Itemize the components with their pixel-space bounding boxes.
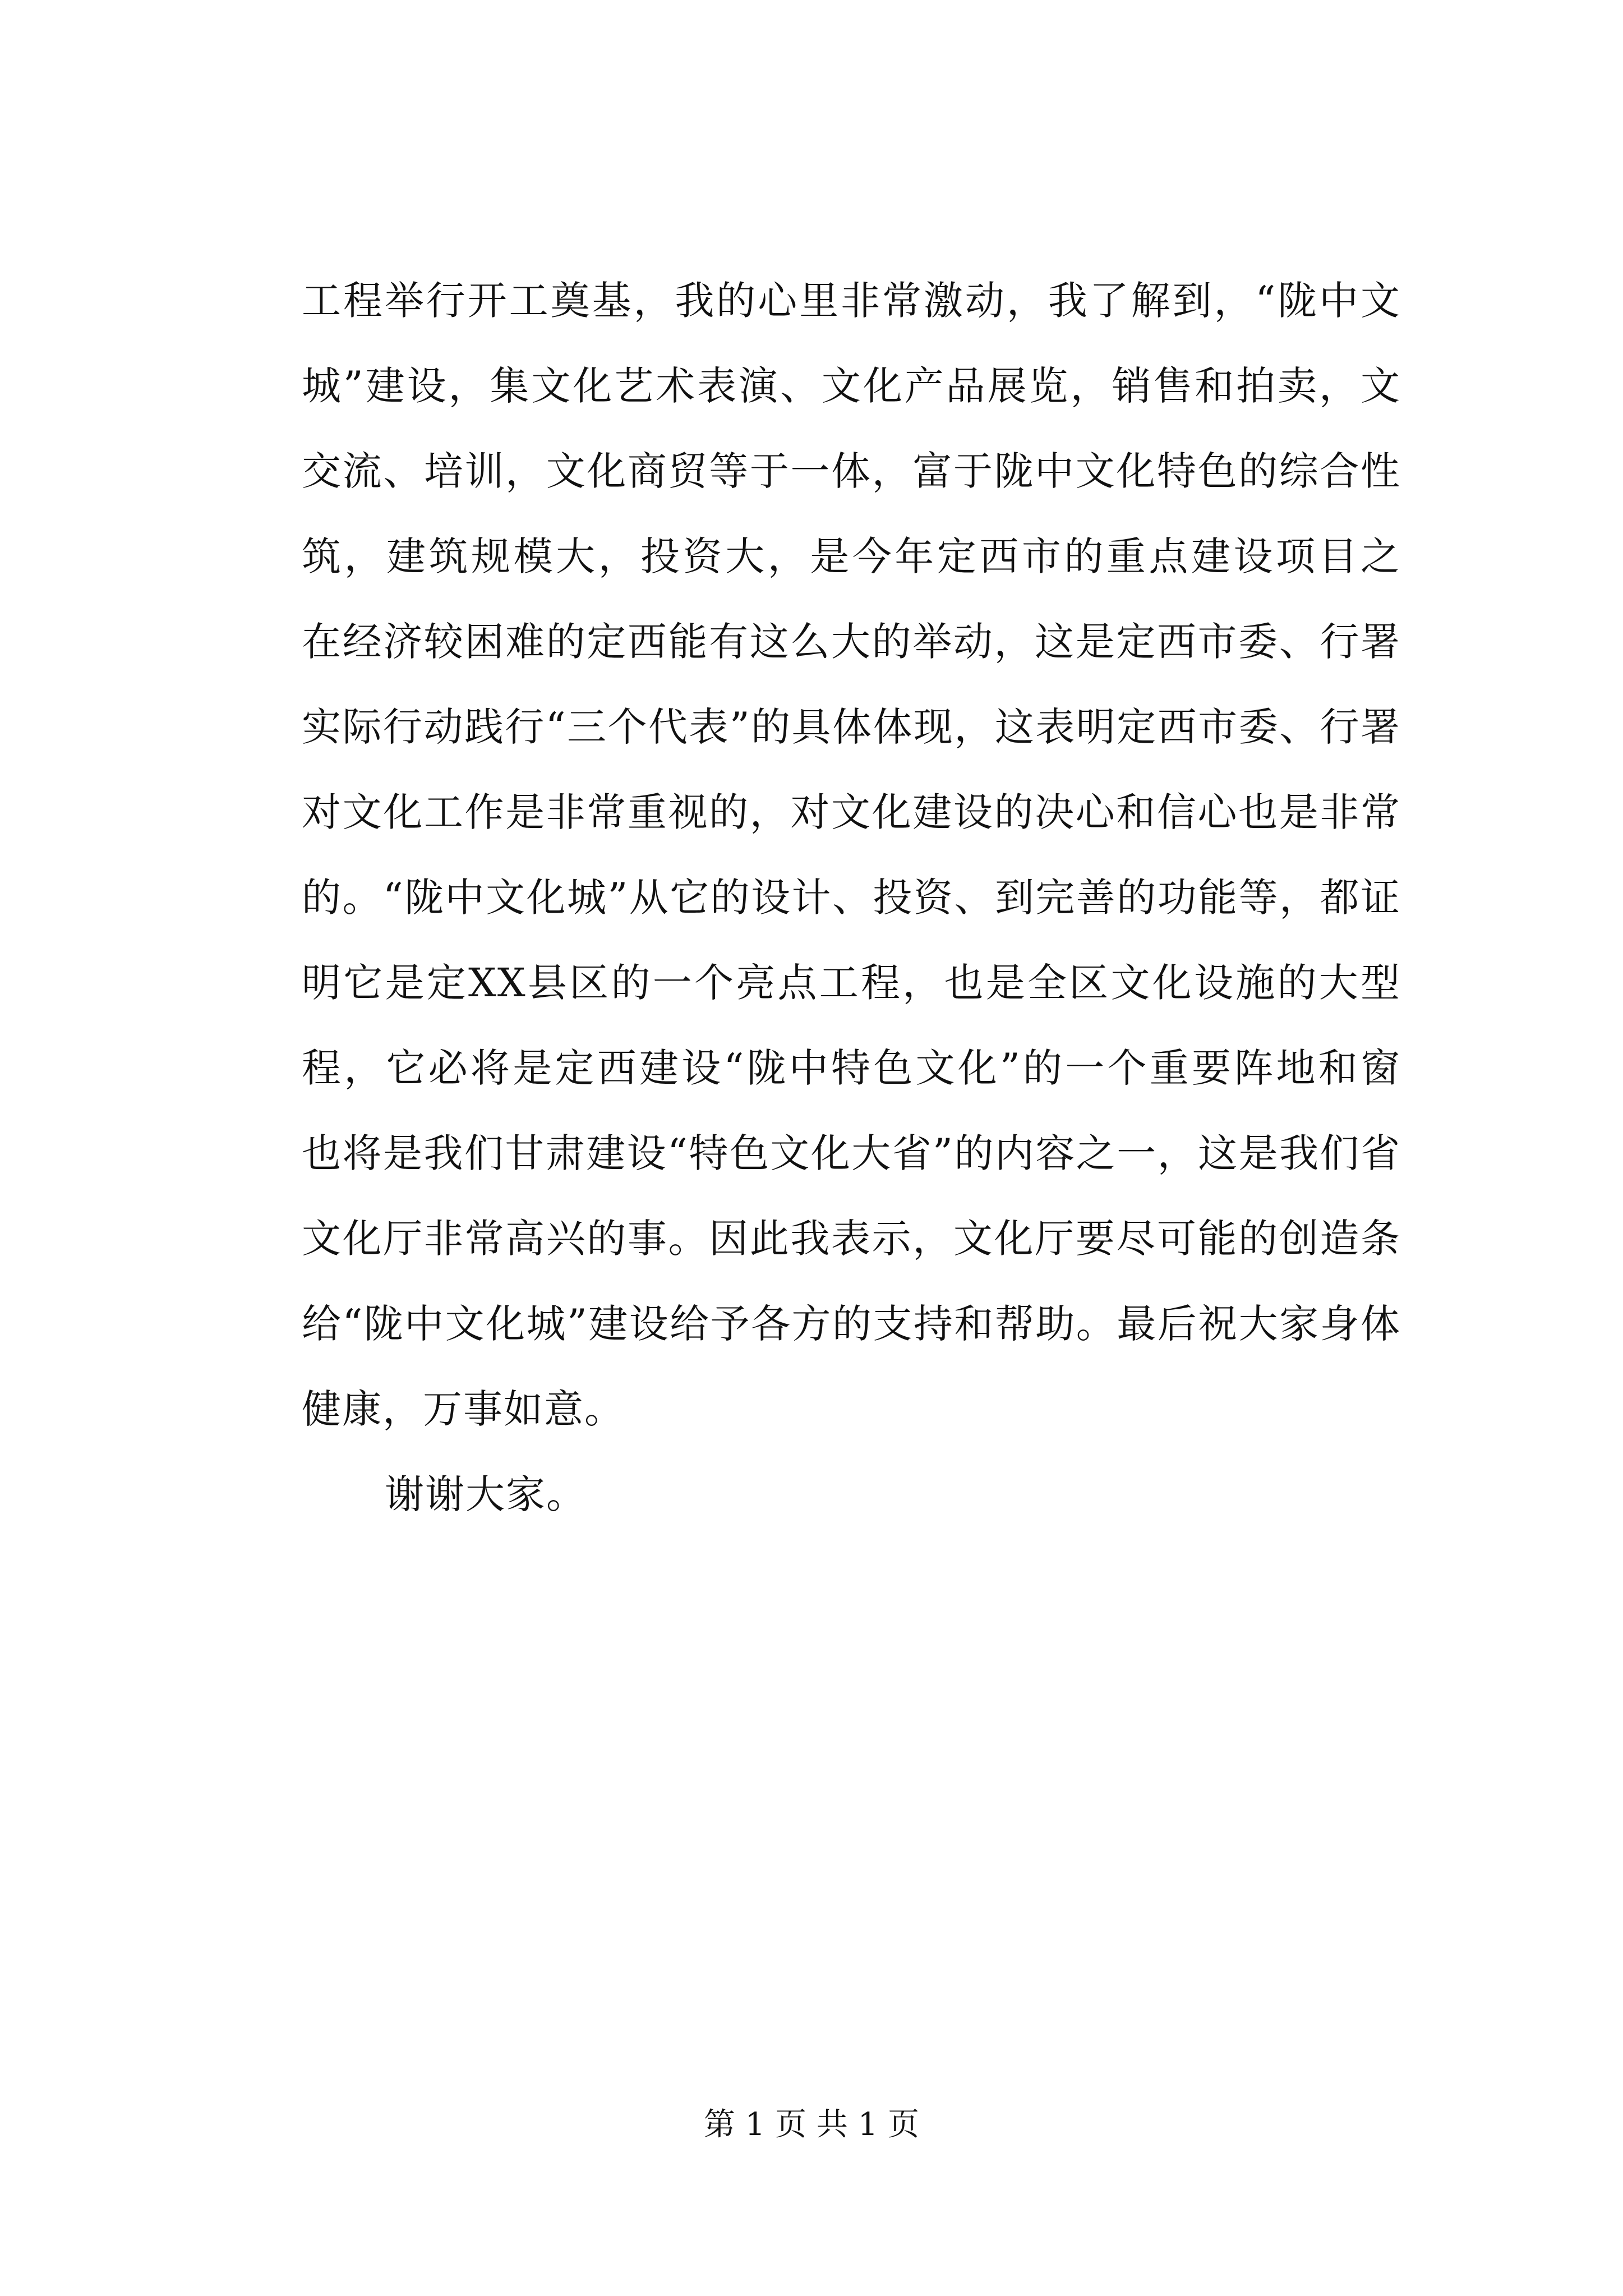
text-line: 工程举行开工奠基，我的心里非常激动，我了解到，“陇中文: [302, 278, 1401, 324]
closing-line: 谢谢大家。: [385, 1471, 587, 1517]
text-line: 筑，建筑规模大，投资大，是今年定西市的重点建设项目之: [302, 533, 1401, 579]
speech-body: [302, 258, 1401, 1537]
text-line: 实际行动践行“三个代表”的具体体现，这表明定西市委、行署: [302, 704, 1401, 750]
text-line: 交流、培训，文化商贸等于一体，富于陇中文化特色的综合性: [302, 448, 1401, 494]
text-line: 程，它必将是定西建设“陇中特色文化”的一个重要阵地和窗: [302, 1045, 1401, 1091]
text-line: 也将是我们甘肃建设“特色文化大省”的内容之一，这是我们省: [302, 1130, 1401, 1176]
text-line: 的。“陇中文化城”从它的设计、投资、到完善的功能等，都证: [302, 875, 1401, 921]
text-line: 文化厅非常高兴的事。因此我表示，文化厅要尽可能的创造条: [302, 1216, 1401, 1262]
text-line-last: 健康，万事如意。: [302, 1386, 625, 1432]
page-number: 第 1 页 共 1 页: [703, 2106, 920, 2143]
text-line: 给“陇中文化城”建设给予各方的支持和帮助。最后祝大家身体: [302, 1301, 1401, 1347]
page-footer: [0, 2102, 1623, 2147]
text-line: 明它是定XX县区的一个亮点工程，也是全区文化设施的大型: [302, 960, 1401, 1006]
text-line: 城”建设，集文化艺术表演、文化产品展览，销售和拍卖，文: [302, 363, 1401, 409]
text-line: 在经济较困难的定西能有这么大的举动，这是定西市委、行署: [302, 619, 1401, 665]
text-line: 对文化工作是非常重视的，对文化建设的决心和信心也是非常: [302, 789, 1401, 835]
